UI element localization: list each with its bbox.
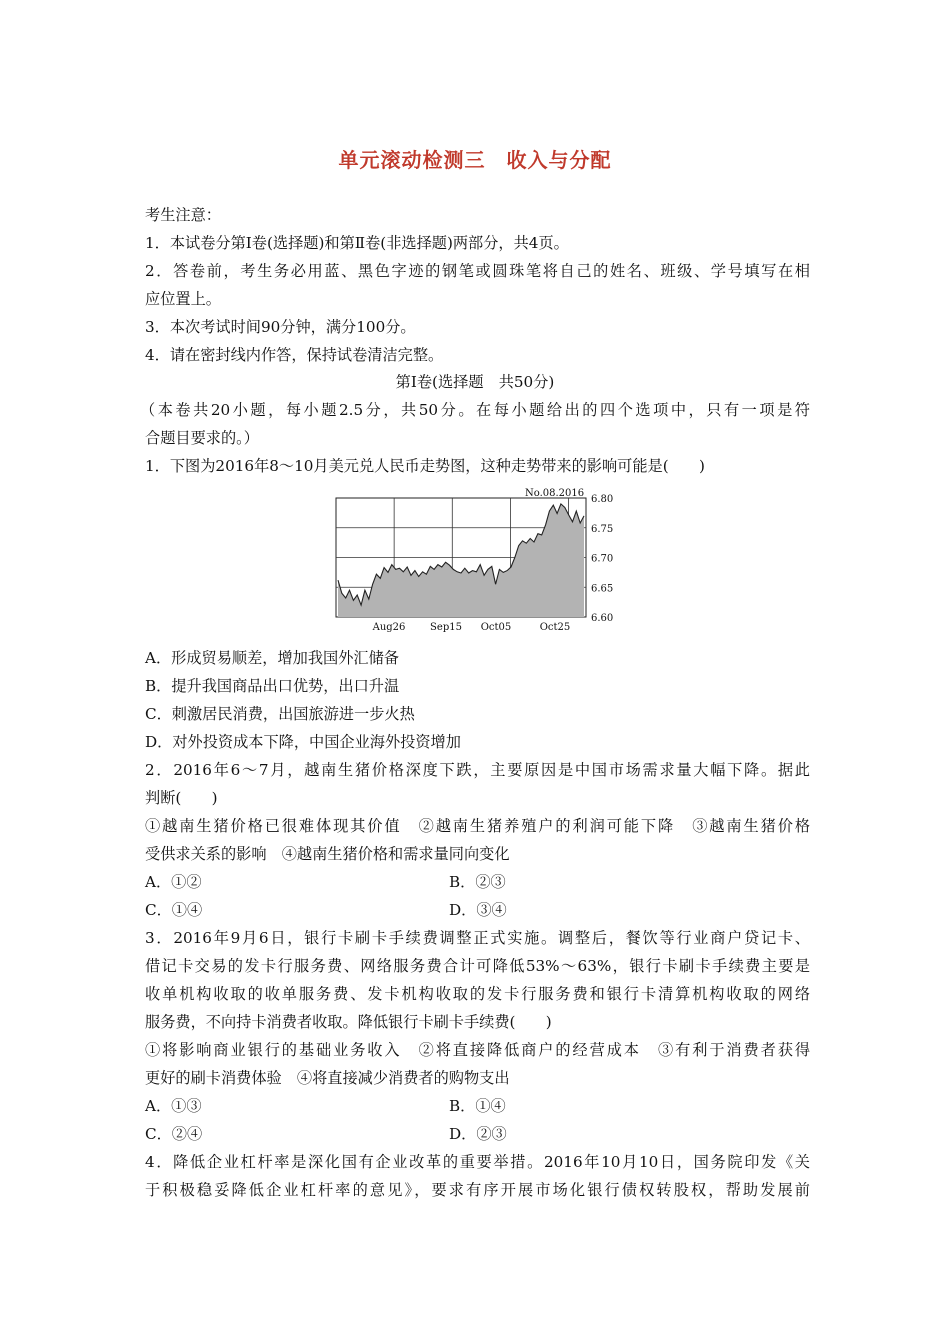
question-3-stem: 服务费，不向持卡消费者收取。降低银行卡刷卡手续费( ): [145, 1013, 552, 1031]
notice-item: 应位置上。: [145, 290, 221, 308]
notice-item: 4．请在密封线内作答，保持试卷清洁完整。: [145, 346, 444, 364]
notice-item: 2．答卷前，考生务必用蓝、黑色字迹的钢笔或圆珠笔将自己的姓名、班级、学号填写在相: [145, 262, 810, 280]
option-a[interactable]: A．形成贸易顺差，增加我国外汇储备: [145, 649, 399, 667]
y-tick-label: 6.70: [591, 553, 614, 565]
option-b[interactable]: B．提升我国商品出口优势，出口升温: [145, 677, 400, 695]
option-c[interactable]: C．刺激居民消费，出国旅游进一步火热: [145, 705, 415, 723]
notice-heading: 考生注意：: [145, 206, 221, 224]
x-tick-label: Sep15: [430, 622, 462, 633]
question-4-stem: 4．降低企业杠杆率是深化国有企业改革的重要举措。2016年10月10日，国务院印发《关: [145, 1153, 810, 1171]
question-2-stem: 2．2016年6～7月，越南生猪价格深度下跌，主要原因是中国市场需求量大幅下降。据此: [145, 761, 810, 779]
usd-cny-chart: [333, 486, 623, 641]
question-3-items: ①将影响商业银行的基础业务收入 ②将直接降低商户的经营成本 ③有利于消费者获得: [145, 1041, 810, 1059]
notice-item: 1．本试卷分第Ⅰ卷(选择题)和第Ⅱ卷(非选择题)两部分，共4页。: [145, 234, 569, 252]
question-2-stem: 判断( ): [145, 789, 218, 807]
question-2-items: ①越南生猪价格已很难体现其价值 ②越南生猪养殖户的利润可能下降 ③越南生猪价格: [145, 817, 810, 835]
option-c[interactable]: C．①④: [145, 901, 203, 919]
y-tick-label: 6.75: [591, 523, 614, 535]
question-4-stem: 于积极稳妥降低企业杠杆率的意见》，要求有序开展市场化银行债权转股权，帮助发展前: [145, 1181, 810, 1199]
option-a[interactable]: A．①③: [145, 1097, 202, 1115]
option-b[interactable]: B．②③: [449, 873, 506, 891]
notice-item: 3．本次考试时间90分钟，满分100分。: [145, 318, 416, 336]
option-d[interactable]: D．对外投资成本下降，中国企业海外投资增加: [145, 733, 461, 751]
x-tick-label: Aug26: [372, 622, 406, 633]
question-3-stem: 收单机构收取的收单服务费、发卡机构收取的发卡行服务费和银行卡清算机构收取的网络: [145, 985, 810, 1003]
option-c[interactable]: C．②④: [145, 1125, 203, 1143]
question-2-items: 受供求关系的影响 ④越南生猪价格和需求量同向变化: [145, 845, 510, 863]
option-d[interactable]: D．②③: [449, 1125, 507, 1143]
section-description: （本卷共20小题，每小题2.5分，共50分。在每小题给出的四个选项中，只有一项是符: [140, 401, 810, 419]
question-3-items: 更好的刷卡消费体验 ④将直接减少消费者的购物支出: [145, 1069, 510, 1087]
chart-annotation: No.08.2016: [525, 488, 585, 499]
y-tick-label: 6.65: [591, 583, 614, 595]
page-title: 单元滚动检测三 收入与分配: [338, 148, 612, 172]
option-b[interactable]: B．①④: [449, 1097, 506, 1115]
x-tick-label: Oct25: [539, 622, 571, 633]
y-tick-label: 6.60: [591, 613, 614, 624]
option-a[interactable]: A．①②: [145, 873, 202, 891]
question-3-stem: 借记卡交易的发卡行服务费、网络服务费合计可降低53%～63%，银行卡刷卡手续费主要是: [145, 957, 810, 975]
question-1-stem: 1．下图为2016年8～10月美元兑人民币走势图，这种走势带来的影响可能是( ): [145, 457, 705, 475]
x-tick-label: Oct05: [480, 622, 512, 633]
y-tick-label: 6.80: [591, 494, 614, 505]
section-description: 合题目要求的。）: [145, 429, 259, 447]
question-3-stem: 3．2016年9月6日，银行卡刷卡手续费调整正式实施。调整后，餐饮等行业商户贷记卡、: [145, 929, 810, 947]
section-title: 第Ⅰ卷(选择题 共50分): [395, 373, 555, 391]
option-d[interactable]: D．③④: [449, 901, 507, 919]
